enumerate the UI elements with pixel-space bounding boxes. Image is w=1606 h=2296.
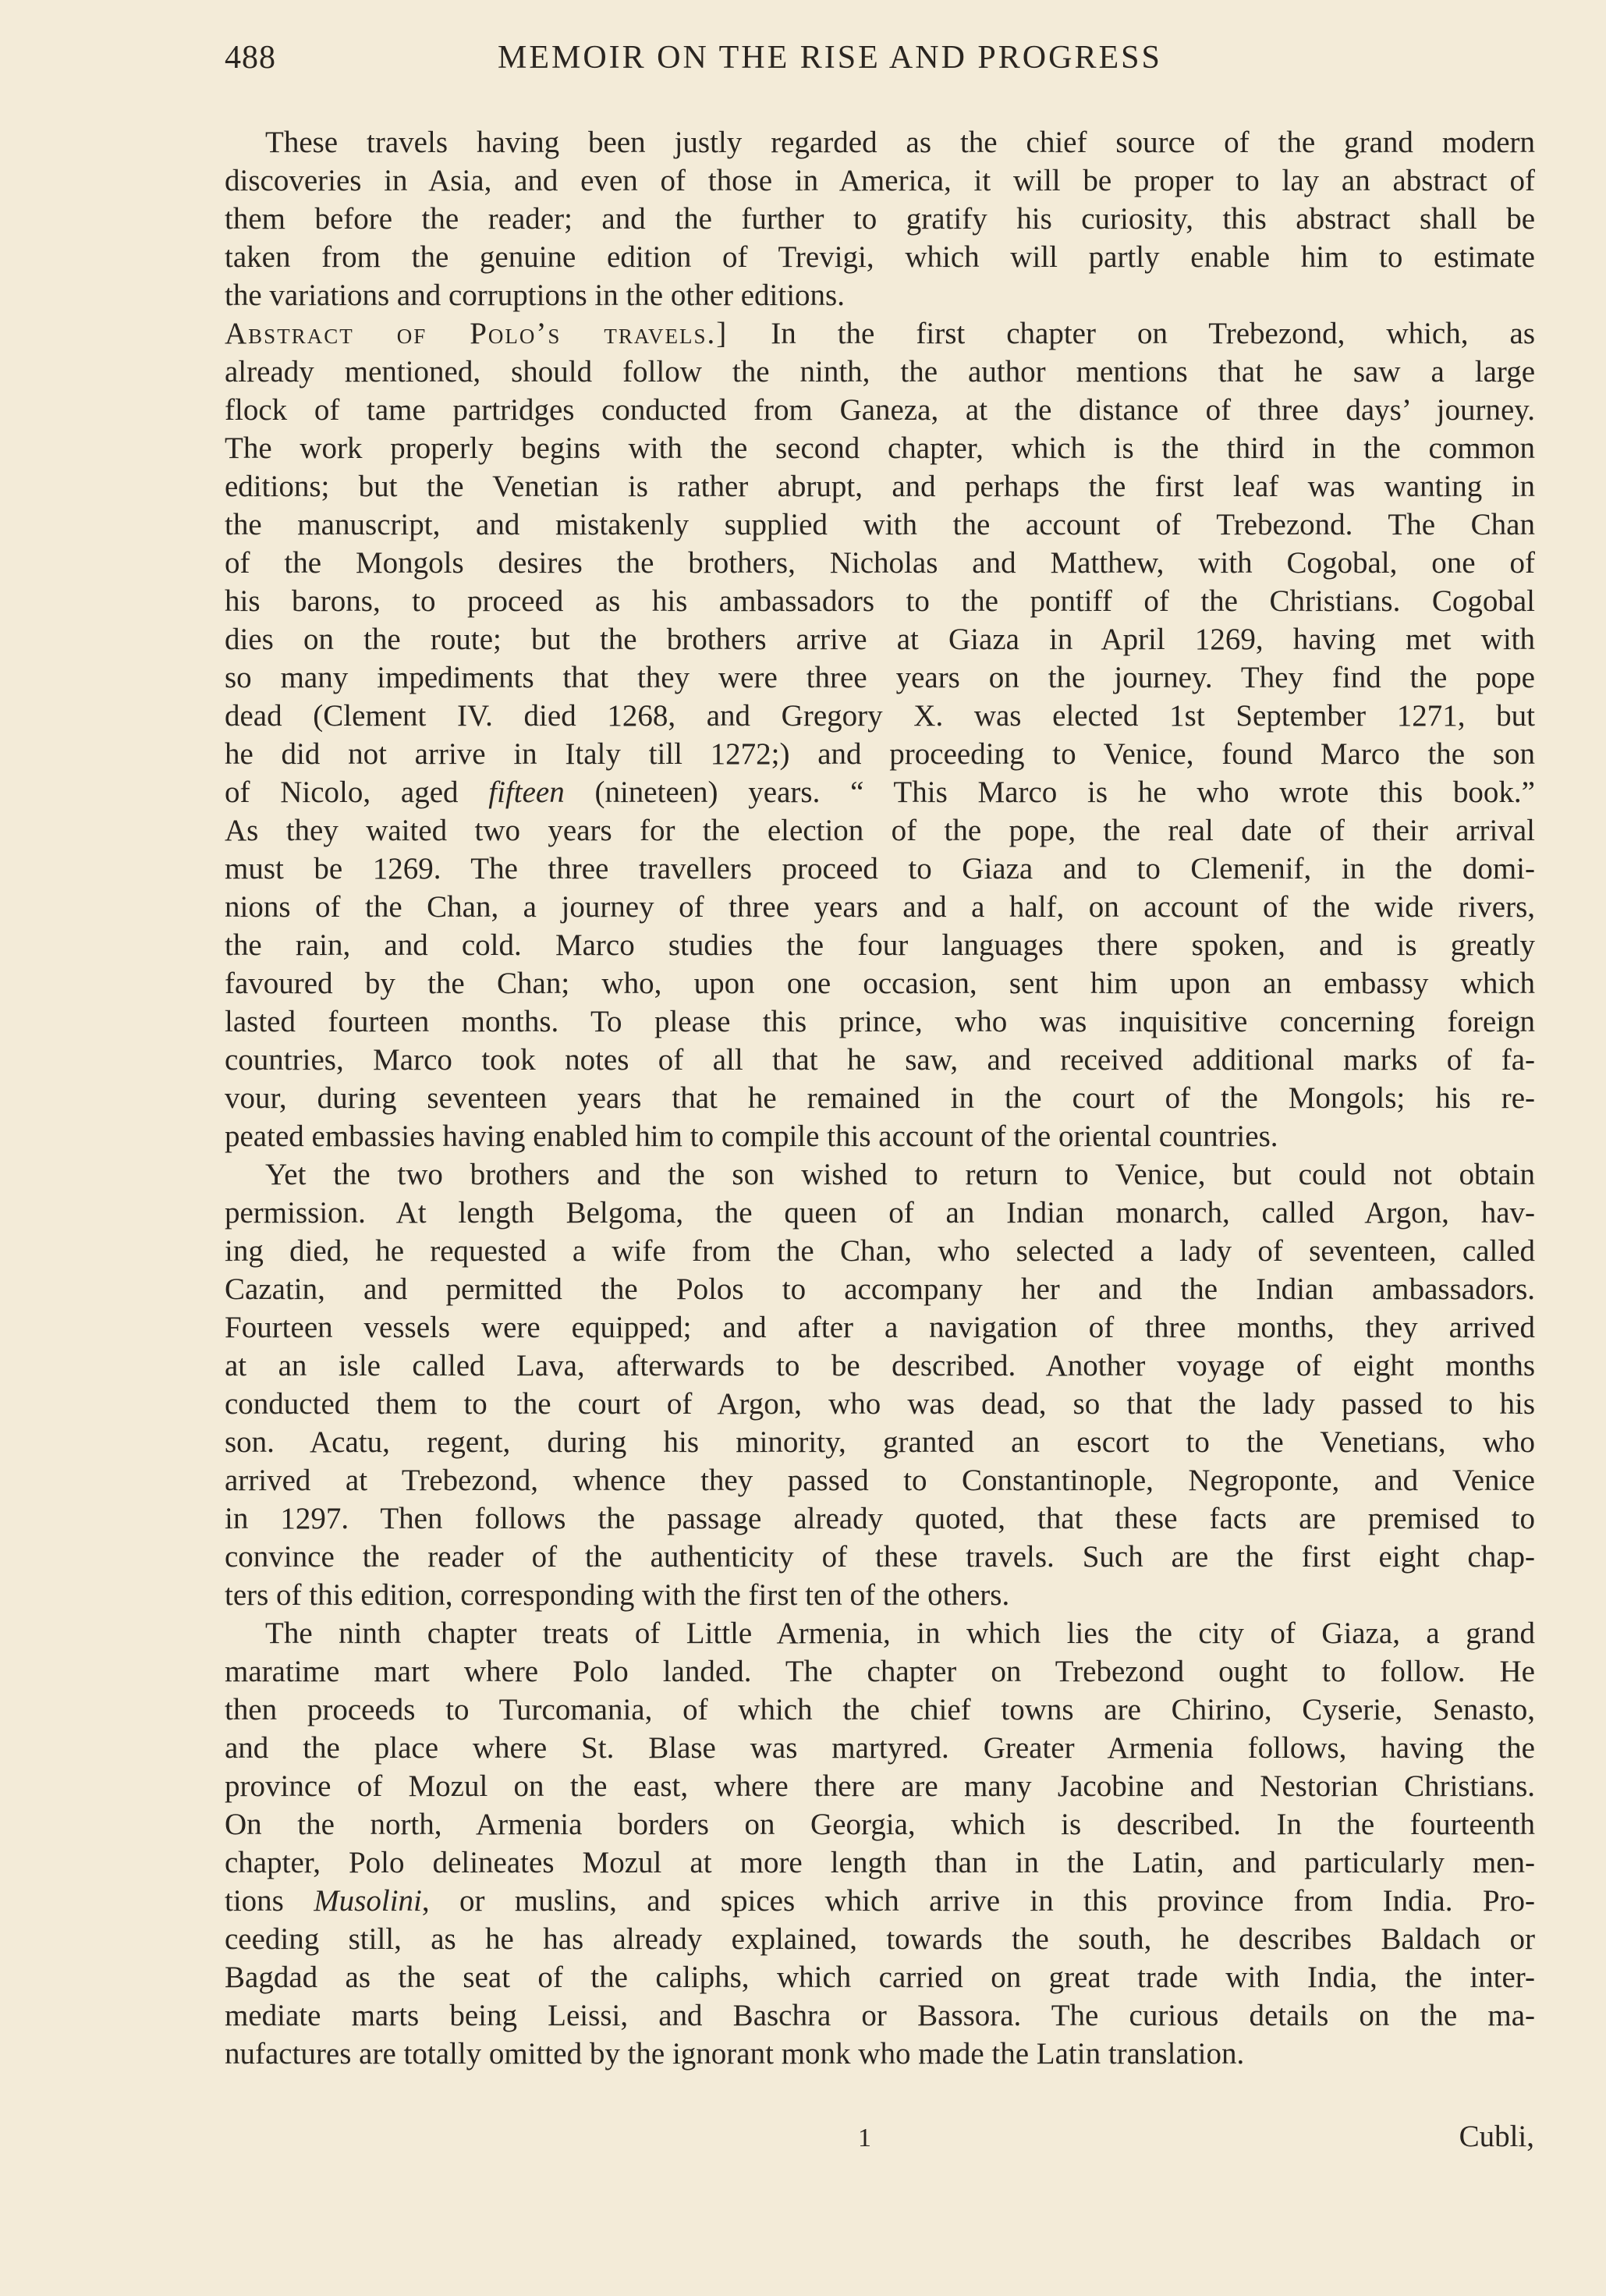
- text-line: On the north, Armenia borders on Georgia, which is described. In the fourteenth: [225, 1808, 1535, 1841]
- text-line: the variations and corruptions in the other editions.: [225, 279, 845, 312]
- text-line: dead (Clement IV. died 1268, and Gregory X. was elected 1st September 1271, but: [225, 699, 1535, 733]
- text-line: Yet the two brothers and the son wished to return to Venice, but could not obtain: [265, 1158, 1535, 1191]
- paragraph-3: [225, 1155, 1535, 1614]
- text-line: arrived at Trebezond, whence they passed to Constantinople, Negroponte, and Venice: [225, 1464, 1535, 1497]
- text-line: favoured by the Chan; who, upon one occasion, sent him upon an embassy which: [225, 967, 1535, 1000]
- text-line: Bagdad as the seat of the caliphs, which carried on great trade with India, the inter-: [225, 1961, 1535, 1994]
- page-number: 488: [225, 40, 276, 76]
- text-line: vour, during seventeen years that he remained in the court of the Mongols; his re-: [225, 1081, 1535, 1115]
- text-line: As they waited two years for the election of the pope, the real date of their arrival: [225, 814, 1535, 847]
- text-line: of the Mongols desires the brothers, Nicholas and Matthew, with Cogobal, one of: [225, 546, 1535, 580]
- text-line: countries, Marco took notes of all that he saw, and received additional marks of fa-: [225, 1043, 1535, 1077]
- text-line: lasted fourteen months. To please this prince, who was inquisitive concerning foreign: [225, 1005, 1535, 1038]
- text-line: convince the reader of the authenticity of these travels. Such are the first eight chap-: [225, 1540, 1535, 1574]
- catchword: Cubli,: [1459, 2120, 1534, 2153]
- text-line: chapter, Polo delineates Mozul at more length than in the Latin, and particularly men-: [225, 1846, 1535, 1879]
- text-line: the rain, and cold. Marco studies the four languages there spoken, and is greatly: [225, 928, 1535, 962]
- text-line: nions of the Chan, a journey of three years and a half, on account of the wide rivers,: [225, 890, 1535, 924]
- text-line: Abstract of Polo’s travels.] In the first chapter on Trebezond, which, as: [225, 317, 1535, 350]
- text-line: at an isle called Lava, afterwards to be described. Another voyage of eight months: [225, 1349, 1535, 1382]
- section-lead: Abstract of Polo’s travels.]: [225, 317, 771, 350]
- text-line: them before the reader; and the further to gratify his curiosity, this abstract shall be: [225, 202, 1535, 236]
- text-line: ceeding still, as he has already explained, towards the south, he describes Baldach or: [225, 1922, 1535, 1956]
- text-line: the manuscript, and mistakenly supplied with the account of Trebezond. The Chan: [225, 508, 1535, 541]
- paragraph-2: [225, 314, 1535, 1155]
- text-line: ing died, he requested a wife from the Chan, who selected a lady of seventeen, called: [225, 1234, 1535, 1268]
- text-line: son. Acatu, regent, during his minority, granted an escort to the Venetians, who: [225, 1425, 1535, 1459]
- text-line: Fourteen vessels were equipped; and after a navigation of three months, they arrived: [225, 1311, 1535, 1344]
- text-line: Cazatin, and permitted the Polos to accompany her and the Indian ambassadors.: [225, 1272, 1535, 1306]
- text-line: he did not arrive in Italy till 1272;) and proceeding to Venice, found Marco the son: [225, 737, 1535, 771]
- text-line: permission. At length Belgoma, the queen of an Indian monarch, called Argon, hav-: [225, 1196, 1535, 1230]
- body-text: [225, 123, 1535, 2073]
- text-line: The ninth chapter treats of Little Armenia, in which lies the city of Giaza, a grand: [265, 1616, 1535, 1650]
- text-line: editions; but the Venetian is rather abrupt, and perhaps the first leaf was wanting in: [225, 470, 1535, 503]
- paragraph-4: [225, 1614, 1535, 2073]
- text-line: must be 1269. The three travellers proceed to Giaza and to Clemenif, in the domi-: [225, 852, 1535, 885]
- running-head: [225, 39, 1535, 86]
- text-line: nufactures are totally omitted by the ignorant monk who made the Latin translation.: [225, 2037, 1245, 2071]
- text-line: of Nicolo, aged fifteen (nineteen) years. “ This Marco is he who wrote this book.”: [225, 775, 1535, 809]
- text-line: his barons, to proceed as his ambassadors to the pontiff of the Christians. Cogobal: [225, 584, 1535, 618]
- text-line: dies on the route; but the brothers arrive at Giaza in April 1269, having met with: [225, 623, 1535, 656]
- text-line: so many impediments that they were three years on the journey. They find the pope: [225, 661, 1535, 694]
- text-line: province of Mozul on the east, where there are many Jacobine and Nestorian Christians.: [225, 1769, 1535, 1803]
- text-line: taken from the genuine edition of Trevigi, which will partly enable him to estimate: [225, 240, 1535, 274]
- text-line: already mentioned, should follow the ninth, the author mentions that he saw a large: [225, 355, 1535, 389]
- text-line: then proceeds to Turcomania, of which the chief towns are Chirino, Cyserie, Senasto,: [225, 1693, 1535, 1726]
- text-line: discoveries in Asia, and even of those in America, it will be proper to lay an abstract of: [225, 164, 1535, 197]
- running-title: MEMOIR ON THE RISE AND PROGRESS: [498, 40, 1162, 76]
- text-line: maratime mart where Polo landed. The chapter on Trebezond ought to follow. He: [225, 1655, 1535, 1688]
- text-line: peated embassies having enabled him to compile this account of the oriental countries.: [225, 1120, 1278, 1153]
- text-line: The work properly begins with the second chapter, which is the third in the common: [225, 431, 1535, 465]
- text-line: and the place where St. Blase was martyred. Greater Armenia follows, having the: [225, 1731, 1535, 1765]
- signature-mark: 1: [858, 2124, 871, 2152]
- text-line: in 1297. Then follows the passage already quoted, that these facts are premised to: [225, 1502, 1535, 1535]
- text-line: flock of tame partridges conducted from Ganeza, at the distance of three days’ journey.: [225, 393, 1535, 427]
- text-line: ters of this edition, corresponding with the first ten of the others.: [225, 1578, 1010, 1612]
- text-line: conducted them to the court of Argon, who was dead, so that the lady passed to his: [225, 1387, 1535, 1421]
- text-line: mediate marts being Leissi, and Baschra or Bassora. The curious details on the ma-: [225, 1999, 1535, 2032]
- text-line: These travels having been justly regarded as the chief source of the grand modern: [265, 126, 1535, 159]
- paragraph-1: [225, 123, 1535, 314]
- text-line: tions Musolini, or muslins, and spices which arrive in this province from India. Pro-: [225, 1884, 1535, 1918]
